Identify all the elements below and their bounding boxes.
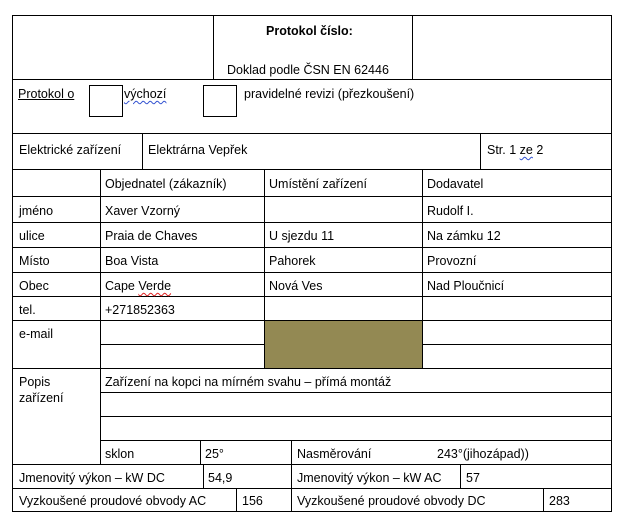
installation-name: Elektrárna Vepřek: [148, 143, 248, 157]
customer-name: Xaver Vzorný: [105, 204, 181, 218]
location-place: Pahorek: [269, 254, 316, 268]
supplier-name: Rudolf I.: [427, 204, 474, 218]
location-municipality: Nová Ves: [269, 279, 323, 293]
ac-power-value: 57: [466, 471, 480, 485]
description-label-2: zařízení: [19, 391, 64, 405]
customer-municipality: [105, 279, 171, 294]
dc-circuits-value: 283: [549, 494, 570, 508]
column-supplier: Dodavatel: [427, 177, 484, 191]
dc-power-label: Jmenovitý výkon – kW DC: [19, 471, 165, 485]
customer-municipality-word: Verde: [138, 279, 172, 293]
page-total: 2: [536, 143, 544, 157]
supplier-municipality: Nad Ploučnicí: [427, 279, 505, 293]
column-location: Umístění zařízení: [269, 177, 367, 191]
dc-circuits-label: Vyzkoušené proudové obvody DC: [297, 494, 486, 508]
periodic-revision-label: pravidelné revizi (přezkoušení): [244, 87, 415, 101]
protocol-label: Protokol o: [18, 87, 75, 101]
location-street: U sjezdu 11: [269, 229, 335, 243]
row-label-place: Místo: [19, 254, 50, 268]
column-customer: Objednatel (zákazník): [105, 177, 227, 191]
row-label-email: e-mail: [19, 327, 54, 341]
page-indicator: [487, 143, 543, 158]
page-prefix: Str. 1: [487, 143, 517, 157]
row-label-municipality: Obec: [19, 279, 49, 293]
ac-circuits-value: 156: [242, 494, 263, 508]
description-text: Zařízení na kopci na mírném svahu – přímá montáž: [105, 375, 392, 389]
customer-municipality-part: Cape: [105, 279, 139, 293]
ac-power-label: Jmenovitý výkon – kW AC: [297, 471, 442, 485]
page-of: ze: [519, 143, 533, 157]
customer-place: Boa Vista: [105, 254, 159, 268]
description-label-1: Popis: [19, 375, 51, 389]
periodic-revision-checkbox[interactable]: [203, 85, 237, 117]
standard-reference: Doklad podle ČSN EN 62446: [227, 63, 389, 77]
row-label-street: ulice: [19, 229, 45, 243]
protocol-number-title: Protokol číslo:: [266, 24, 353, 38]
installation-label: Elektrické zařízení: [19, 143, 122, 157]
ac-circuits-label: Vyzkoušené proudové obvody AC: [19, 494, 207, 508]
customer-street: Praia de Chaves: [105, 229, 198, 243]
supplier-street: Na zámku 12: [427, 229, 501, 243]
olive-swatch: [265, 321, 422, 368]
customer-phone: +271852363: [105, 303, 175, 317]
row-label-phone: tel.: [19, 303, 36, 317]
initial-revision-label: výchozí: [124, 87, 167, 101]
dc-power-value: 54,9: [208, 471, 233, 485]
azimuth-label: Nasměrování: [297, 447, 372, 461]
tilt-label: sklon: [105, 447, 135, 461]
tilt-value: 25°: [205, 447, 224, 461]
supplier-place: Provozní: [427, 254, 477, 268]
row-label-name: jméno: [19, 204, 54, 218]
azimuth-value: 243°(jihozápad)): [437, 447, 529, 461]
initial-revision-checkbox[interactable]: [89, 85, 123, 117]
